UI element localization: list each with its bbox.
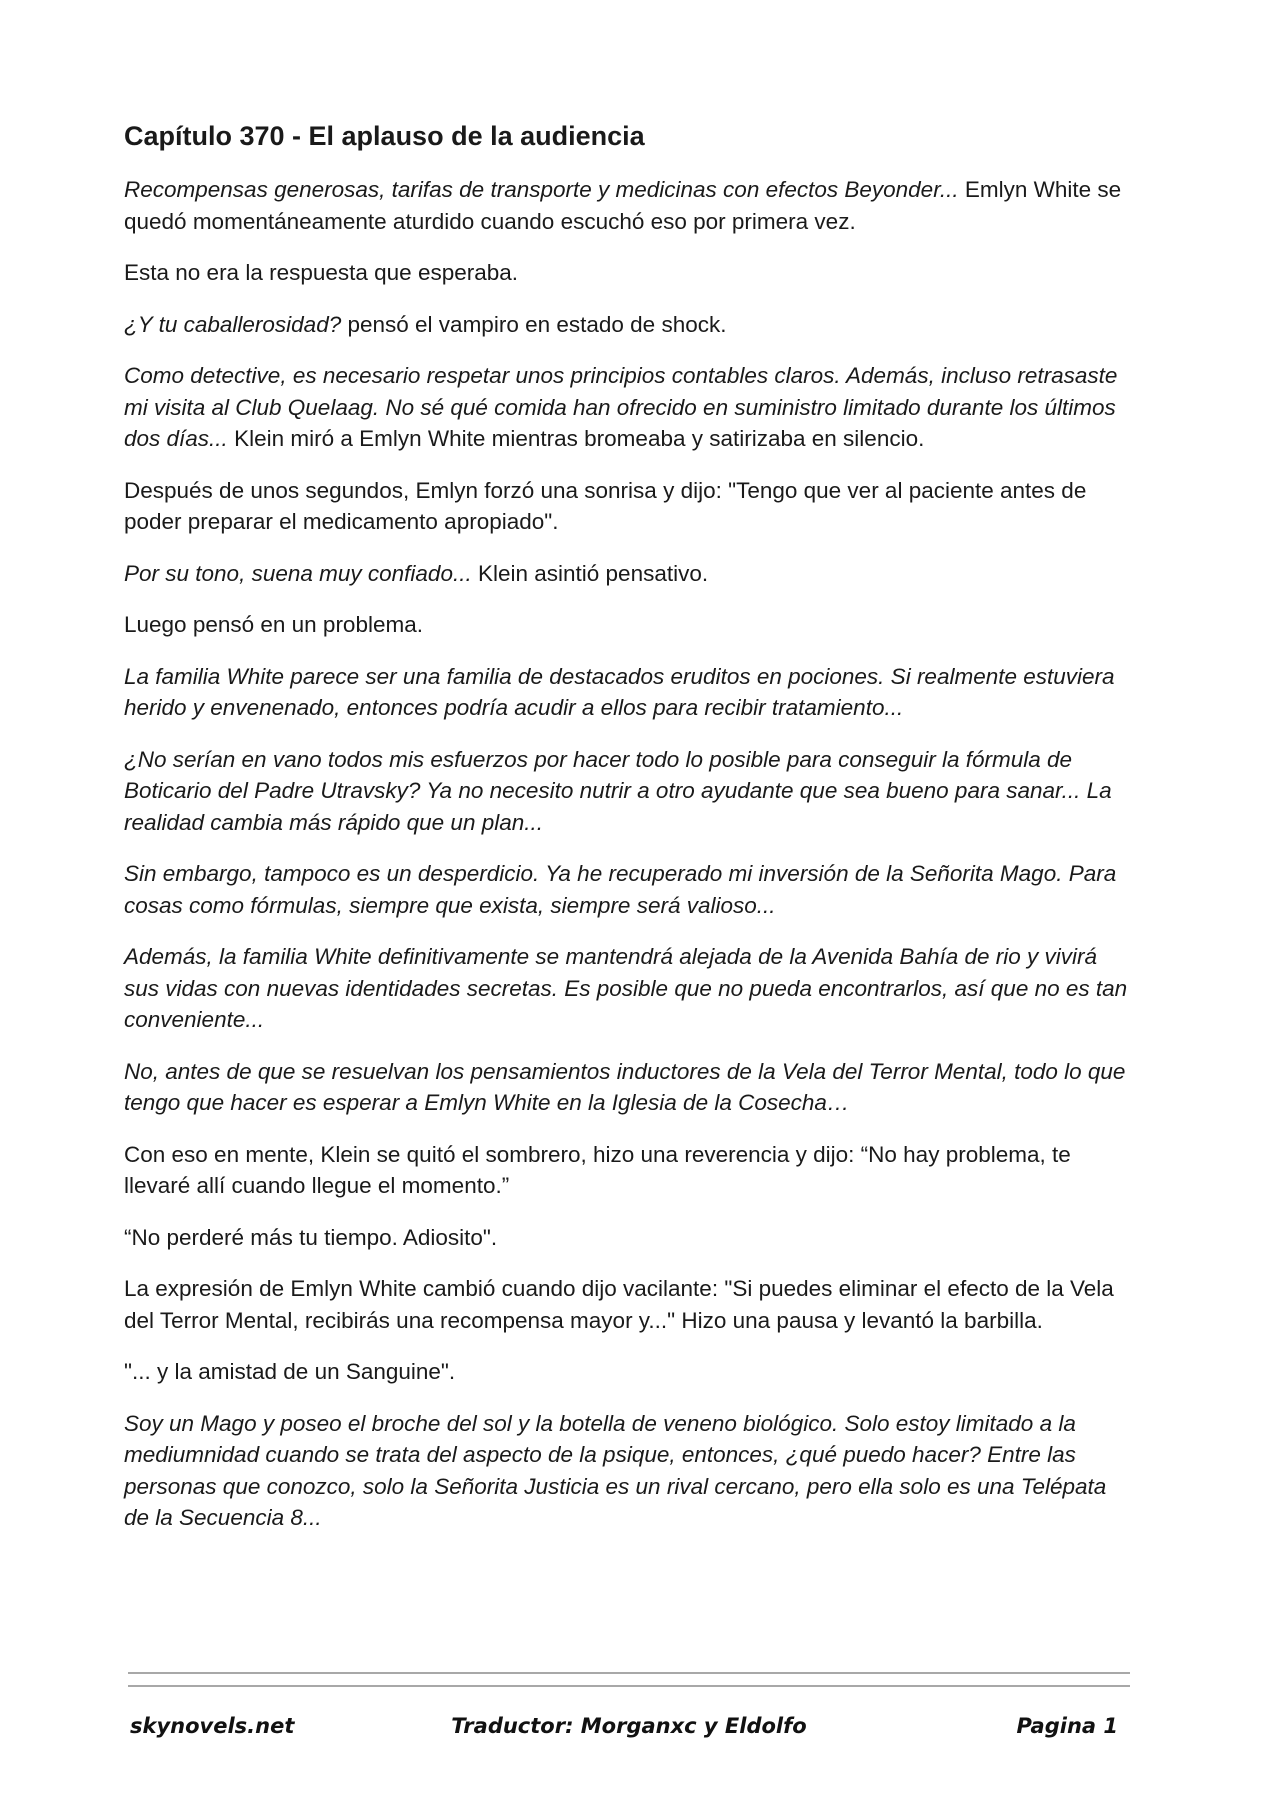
footer-translator: Traductor: Morganxc y Eldolfo <box>451 1714 807 1738</box>
paragraph: Además, la familia White definitivamente se mantendrá alejada de la Avenida Bahía de rio y vivirá sus vidas con nuevas identidades secretas. Es posible que no pueda encontrarlos, así que no es tan conveniente... <box>124 944 1128 1033</box>
paragraph: Con eso en mente, Klein se quitó el sombrero, hizo una reverencia y dijo: “No hay problema, te llevaré allí cuando llegue el momento.” <box>124 1141 1071 1199</box>
footer-divider <box>128 1672 1130 1674</box>
footer-page-number: Pagina 1 <box>1016 1714 1118 1738</box>
paragraph: Soy un Mago y poseo el broche del sol y la botella de veneno biológico. Solo estoy limitado a la mediumnidad cuando se trata del aspecto de la psique, entonces, ¿qué puedo hacer? Entre las personas que conozco, solo la Señorita Justicia es un rival cercano, pero ella solo es una Telépata de la Secuencia 8... <box>124 1410 1107 1531</box>
paragraph: La familia White parece ser una familia de destacados eruditos en pociones. Si realmente estuviera herido y envenenado, entonces podría acudir a ellos para recibir tratamiento... <box>124 663 1115 721</box>
footer-site: skynovels.net <box>130 1714 295 1738</box>
paragraph: Después de unos segundos, Emlyn forzó una sonrisa y dijo: "Tengo que ver al paciente antes de poder preparar el medicamento apropiado". <box>124 477 1087 535</box>
footer-divider <box>128 1685 1130 1687</box>
chapter-title: Capítulo 370 - El aplauso de la audiencia <box>124 121 645 151</box>
chapter-content <box>124 120 1134 1554</box>
page-footer <box>128 1714 1130 1750</box>
paragraph: ¿No serían en vano todos mis esfuerzos por hacer todo lo posible para conseguir la fórmula de Boticario del Padre Utravsky? Ya no necesito nutrir a otro ayudante que sea bueno para sanar... La realidad cambia más rápido que un plan... <box>124 746 1112 835</box>
paragraph: No, antes de que se resuelvan los pensamientos inductores de la Vela del Terror Mental, todo lo que tengo que hacer es esperar a Emlyn White en la Iglesia de la Cosecha… <box>124 1058 1126 1116</box>
paragraph: Esta no era la respuesta que esperaba. <box>124 260 519 286</box>
paragraph: "... y la amistad de un Sanguine". <box>124 1359 456 1385</box>
paragraph: Luego pensó en un problema. <box>124 612 423 638</box>
paragraph: ¿Y tu caballerosidad? pensó el vampiro en estado de shock. <box>124 311 727 337</box>
paragraph: La expresión de Emlyn White cambió cuando dijo vacilante: "Si puedes eliminar el efecto de la Vela del Terror Mental, recibirás una recompensa mayor y..." Hizo una pausa y levantó la barbilla. <box>124 1276 1114 1333</box>
paragraph: Sin embargo, tampoco es un desperdicio. Ya he recuperado mi inversión de la Señorita Mago. Para cosas como fórmulas, siempre que exista, siempre será valioso... <box>124 861 1117 918</box>
paragraph: Como detective, es necesario respetar unos principios contables claros. Además, incluso retrasaste mi visita al Club Quelaag. No sé qué comida han ofrecido en suministro limitado durante los últimos dos días... Klein miró a Emlyn White mientras bromeaba y satirizaba en silencio. <box>124 363 1118 452</box>
paragraph: Recompensas generosas, tarifas de transporte y medicinas con efectos Beyonder... Emlyn White se quedó momentáneamente aturdido cuando escuchó eso por primera vez. <box>124 177 1122 234</box>
paragraph: “No perderé más tu tiempo. Adiosito". <box>124 1224 498 1250</box>
paragraph: Por su tono, suena muy confiado... Klein asintió pensativo. <box>124 560 709 586</box>
